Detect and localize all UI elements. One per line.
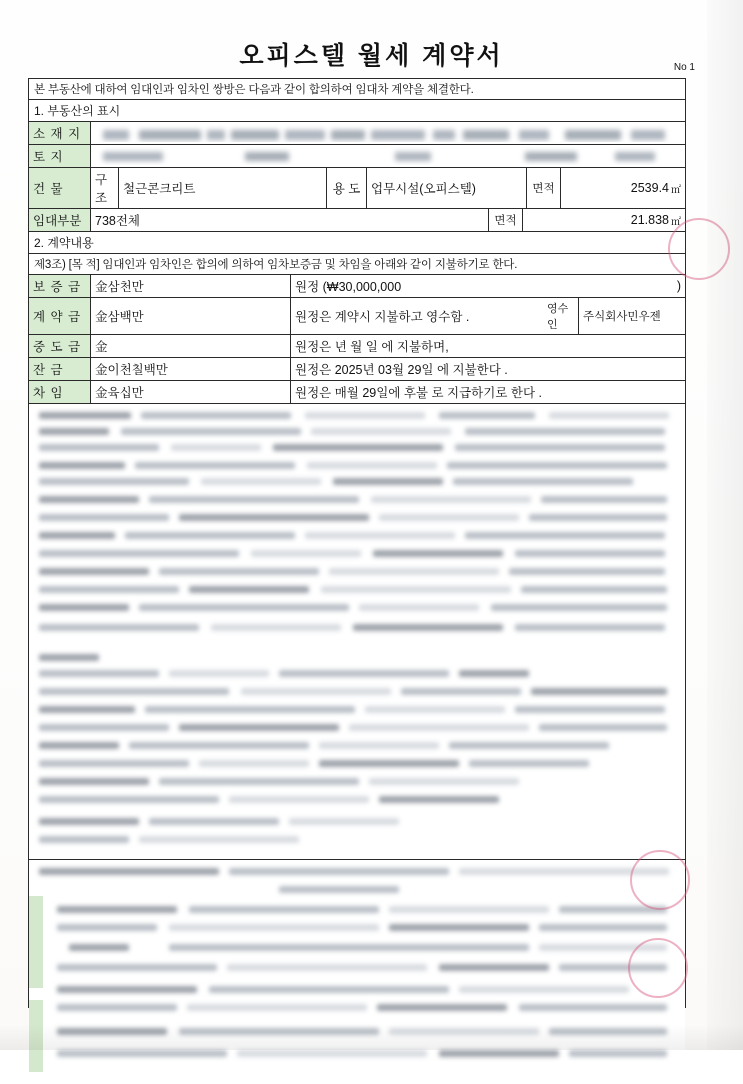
rent-label-text: 차 임 <box>33 386 64 400</box>
lease-part-row <box>29 209 685 232</box>
building-area-number: 2539.4 <box>630 181 669 195</box>
downpayment-label <box>29 298 91 334</box>
deposit-mid-text: 원정 (₩30,000,000 <box>295 280 402 294</box>
article-1-text: 제3조) [목 적] 임대인과 임차인은 합의에 의하여 임차보증금 및 차임을 아래와 같이 지불하기로 한다. <box>29 254 685 275</box>
downpayment-label-text: 계 약 금 <box>33 310 82 324</box>
address-value <box>91 122 685 144</box>
rent-amount-text: 金육십만 <box>91 381 291 403</box>
receipt-seal-label: 영수인 <box>543 298 579 334</box>
balance-amount-text: 金이천칠백만 <box>91 358 291 380</box>
address-label-text: 소 재 지 <box>33 127 82 141</box>
interim-row <box>29 335 685 358</box>
interim-mid-text: 원정은 년 월 일 에 지불하며, <box>295 340 449 354</box>
structure-value: 철근콘크리트 <box>119 168 327 208</box>
deposit-label-text: 보 증 금 <box>33 280 82 294</box>
lease-part-label-text: 임대부분 <box>33 214 82 228</box>
section-2-title: 2. 계약내용 <box>29 232 685 254</box>
lease-part-value: 738전체 <box>91 209 489 231</box>
balance-row <box>29 358 685 381</box>
use-value: 업무시설(오피스텔) <box>367 168 527 208</box>
building-area-label: 면적 <box>527 168 561 208</box>
balance-mid-text: 원정은 2025년 03월 29일 에 지불한다 . <box>295 363 508 377</box>
downpayment-row <box>29 298 685 335</box>
lease-area-label: 면적 <box>489 209 523 231</box>
building-label <box>29 168 91 208</box>
address-label <box>29 122 91 144</box>
contract-articles-redacted <box>29 404 685 860</box>
deposit-label <box>29 275 91 297</box>
building-area-unit: ㎡ <box>671 184 681 196</box>
preamble-text: 본 부동산에 대하여 임대인과 임차인 쌍방은 다음과 같이 합의하여 임대차 계약을 체결한다. <box>29 79 685 100</box>
interim-label <box>29 335 91 357</box>
building-area-value <box>561 168 685 208</box>
deposit-row <box>29 275 685 298</box>
use-label: 용 도 <box>327 168 367 208</box>
section-1-title: 1. 부동산의 표시 <box>29 100 685 122</box>
interim-amount-text: 金 <box>91 335 291 357</box>
land-value <box>91 145 685 167</box>
property-address-row <box>29 122 685 145</box>
lease-area-value <box>523 209 685 231</box>
rent-row <box>29 381 685 404</box>
property-building-row <box>29 168 685 209</box>
property-land-row <box>29 145 685 168</box>
rent-mid-text: 원정은 매월 29일에 후불 로 지급하기로 한다 . <box>295 386 542 400</box>
interim-label-text: 중 도 금 <box>33 340 82 354</box>
lease-area-number: 21.838 <box>630 213 669 227</box>
signature-block-redacted <box>29 860 685 1084</box>
structure-label: 구조 <box>91 168 119 208</box>
contract-frame <box>28 78 686 1008</box>
deposit-amount-text: 金삼천만 <box>91 275 291 297</box>
downpayment-mid-text: 원정은 계약시 지불하고 영수함 . <box>295 310 470 324</box>
lease-area-unit: ㎡ <box>671 216 681 228</box>
deposit-tail-text: ) <box>676 279 681 293</box>
downpayment-amount-text: 金삼백만 <box>91 298 291 334</box>
balance-label <box>29 358 91 380</box>
balance-label-text: 잔 금 <box>33 363 64 377</box>
land-label <box>29 145 91 167</box>
address-redaction <box>95 124 681 142</box>
land-label-text: 토 지 <box>33 150 64 164</box>
building-label-text: 건 물 <box>33 182 64 196</box>
lease-part-label <box>29 209 91 231</box>
document-number: No 1 <box>673 62 695 73</box>
land-redaction <box>95 147 681 165</box>
rent-label <box>29 381 91 403</box>
paper-edge-right <box>707 0 743 1050</box>
page-title: 오피스텔 월세 계약서 <box>239 42 504 70</box>
receipt-seal-company: 주식회사민우젠 <box>583 311 661 323</box>
